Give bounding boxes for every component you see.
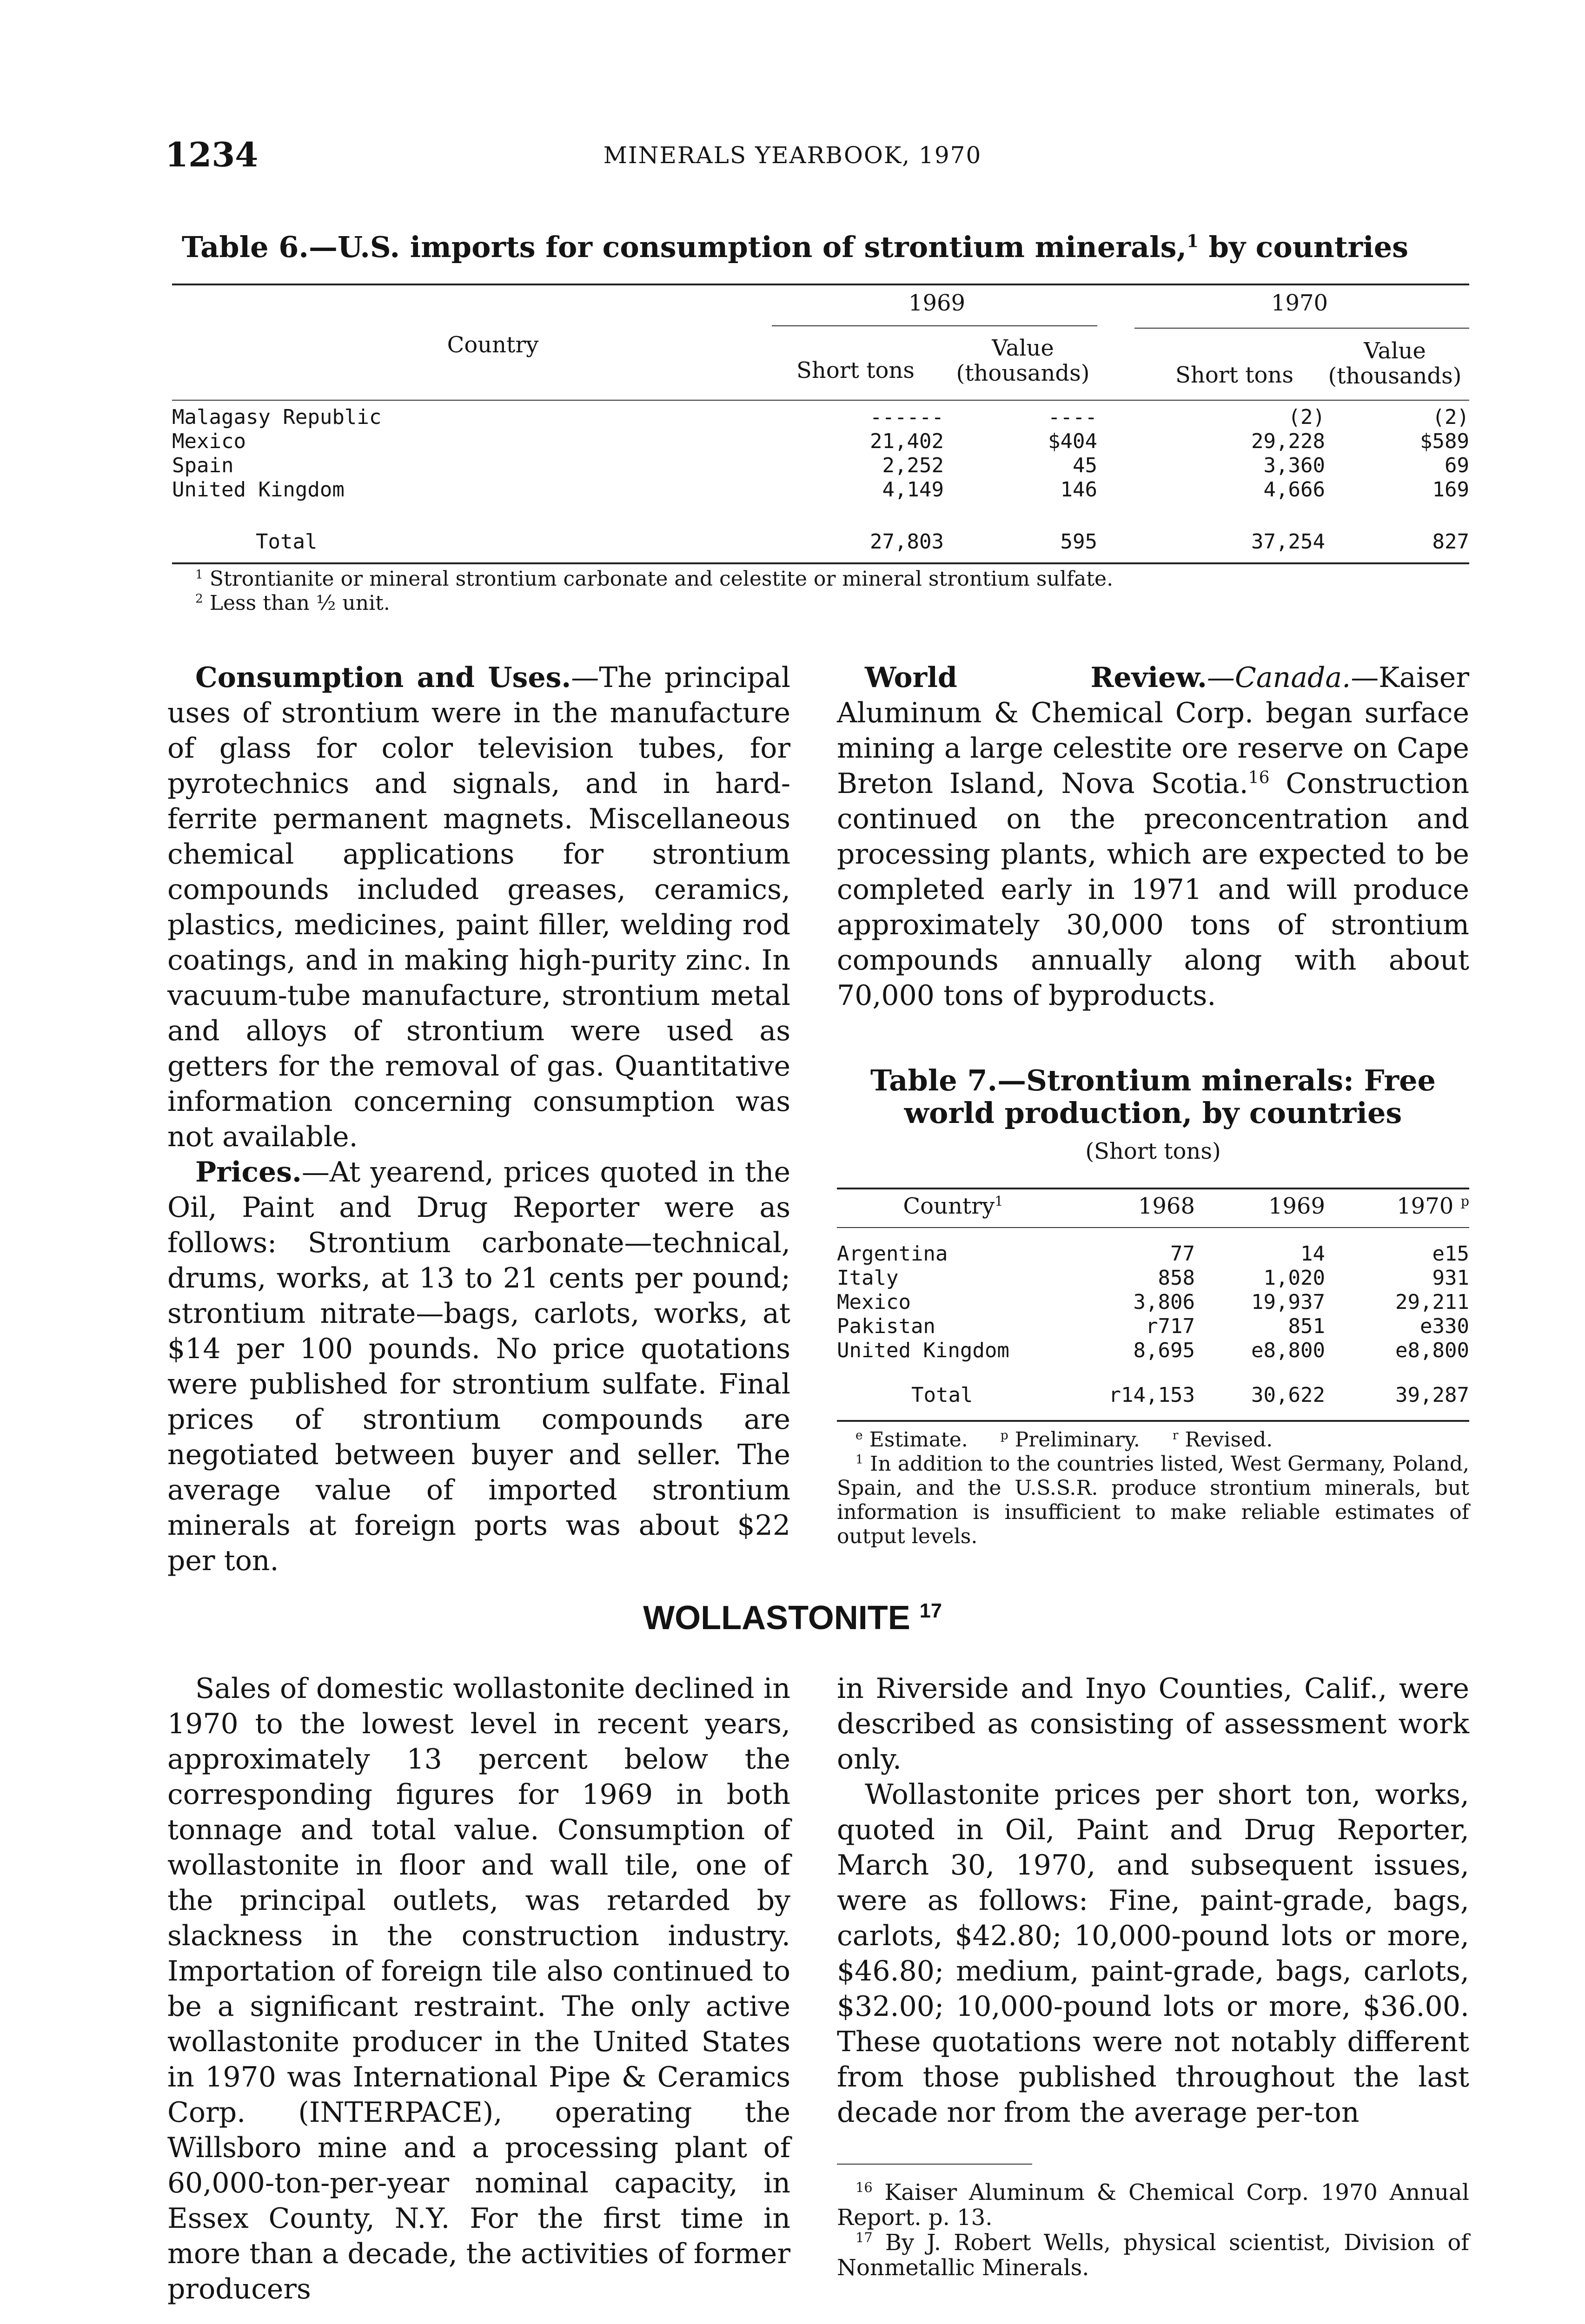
footnote-17: $^{17}$ By J. Robert Wells, physical scientist, Division of Nonmetallic Minerals. — [837, 2230, 1469, 2281]
wollastonite-right-column: in Riverside and Inyo Counties, Calif., were described as consisting of assessment work only. Wollastonite prices per short ton, works, quoted in Oil, Paint and Drug Reporter, March 30, 1970, and subsequent issues, were as follows: Fine, paint-grade, bags, carlots, $42.80; 10,000-pound lots or more, $46.80; medium, paint-grade, bags, carlots, $32.00; 10,000-pound lots or more, $36.00. These quotations were not notably different from those published throughout the last decade nor from the average per-ton — [837, 1672, 1469, 2129]
table-row: Malagasy Republic ------ ---- (2) (2) — [172, 405, 1469, 429]
running-head: MINERALS YEARBOOK, 1970 — [603, 142, 982, 169]
table-row: Spain 2,252 45 3,360 69 — [172, 454, 1469, 477]
table7-country-header: Country$^1$ — [903, 1193, 1003, 1219]
wollastonite-left-column: Sales of domestic wollastonite declined in 1970 to the lowest level in recent years, approximately 13 percent below the corresponding figures for 1969 in both tonnage and total value. Consumption of wollastonite in floor and wall tile, one of the principal outlets, was retarded by slackness in the construction industry. Importation of foreign tile also continued to be a significant restraint. The only active wollastonite producer in the United States in 1970 was International Pipe & Ceramics Corp. (INTERPACE), operating the Willsboro mine and a processing plant of 60,000-ton-per-year nominal capacity, in Essex County, N.Y. For the first time in more than a decade, the activities of former producers — [167, 1672, 790, 2305]
table6-year-1970: 1970 — [1271, 290, 1328, 316]
table7-title: Table 7.—Strontium minerals: Free world production, by countries — [870, 1063, 1436, 1130]
table-row: Argentina 77 14 e15 — [837, 1242, 1469, 1266]
footnote-16: $^{16}$ Kaiser Aluminum & Chemical Corp. 1970 Annual Report. p. 13. — [837, 2179, 1469, 2231]
prices-paragraph: Prices.—At yearend, prices quoted in the Oil, Paint and Drug Reporter were as follows: Strontium carbonate—technical, drums, works, at 13 to 21 cents per pound; strontium nitrate—bags, carlots, works, at $14 per 100 pounds. No price quotations were published for strontium sulfate. Final prices of strontium compounds are negotiated between buyer and seller. The average value of imported strontium minerals at foreign ports was about $22 per ton. — [167, 1156, 790, 1577]
table7-subtitle: (Short tons) — [1085, 1138, 1221, 1164]
table7-body — [837, 1242, 1469, 1407]
table6-header-short-tons-1969: Short tons — [796, 357, 915, 383]
page-number: 1234 — [165, 135, 259, 174]
table-row: Pakistan r717 851 e330 — [837, 1314, 1469, 1338]
table6-country-header: Country — [447, 332, 539, 358]
table7-total-row: Total r14,153 30,622 39,287 — [911, 1383, 1469, 1407]
table6-total-row: Total 27,803 595 37,254 827 — [256, 530, 1469, 554]
table-row: Mexico 21,402 $404 29,228 $589 — [172, 429, 1469, 453]
table6-year-1969: 1969 — [908, 290, 966, 316]
table6-header-short-tons-1970: Short tons — [1175, 362, 1293, 388]
left-column — [167, 660, 790, 1578]
consumption-paragraph: Consumption and Uses.—The principal uses of strontium were in the manufacture of glass for color television tubes, for pyrotechnics and signals, and in hard-ferrite permanent magnets. Miscellaneous chemical applications for strontium compounds included greases, ceramics, plastics, medicines, paint filler, welding rod coatings, and in making high-purity zinc. In vacuum-tube manufacture, strontium metal and alloys of strontium were used as getters for the removal of gas. Quantitative information concerning consumption was not available. — [167, 661, 790, 1153]
table6-body — [172, 405, 1469, 554]
table-row: United Kingdom 4,149 146 4,666 169 — [172, 478, 1469, 502]
table6-header-value-1970: Value (thousands) — [1328, 338, 1462, 389]
world-review-paragraph: World Review.—Canada.—Kaiser Aluminum & Chemical Corp. began surface mining a large celestite ore reserve on Cape Breton Island, Nova Scotia.$^{16}$ Construction continued on the preconcentration and processing plants, which are expected to be completed early in 1971 and will produce approximately 30,000 tons of strontium compounds annually along with about 70,000 tons of byproducts. — [837, 661, 1469, 1012]
table7-footnotes: $^e$ Estimate. $^p$ Preliminary. $^r$ Revised. $^1$ In addition to the countries listed, West Germany, Poland, Spain, and the U.S.S.R. produce strontium minerals, but information is insufficient to make reliable estimates of output levels. — [837, 1428, 1469, 1548]
table7-header-row: Country$^1$ 1968 1969 1970 $^p$ — [837, 1194, 1469, 1221]
table-row: Mexico 3,806 19,937 29,211 — [837, 1290, 1469, 1314]
table-row: United Kingdom 8,695 e8,800 e8,800 — [837, 1339, 1469, 1362]
table6-header-value-1969: Value (thousands) — [956, 335, 1090, 386]
section-heading-wollastonite: WOLLASTONITE $^{17}$ — [643, 1599, 942, 1637]
table6-footnotes: $^1$ Strontianite or mineral strontium carbonate and celestite or mineral strontium sulfate. $^2$ Less than ½ unit. — [195, 567, 1114, 615]
table6-title: Table 6.—U.S. imports for consumption of strontium minerals,$^1$ by countries — [181, 230, 1409, 264]
table-row: Italy 858 1,020 931 — [837, 1266, 1469, 1290]
page-footnotes — [837, 2180, 1469, 2280]
